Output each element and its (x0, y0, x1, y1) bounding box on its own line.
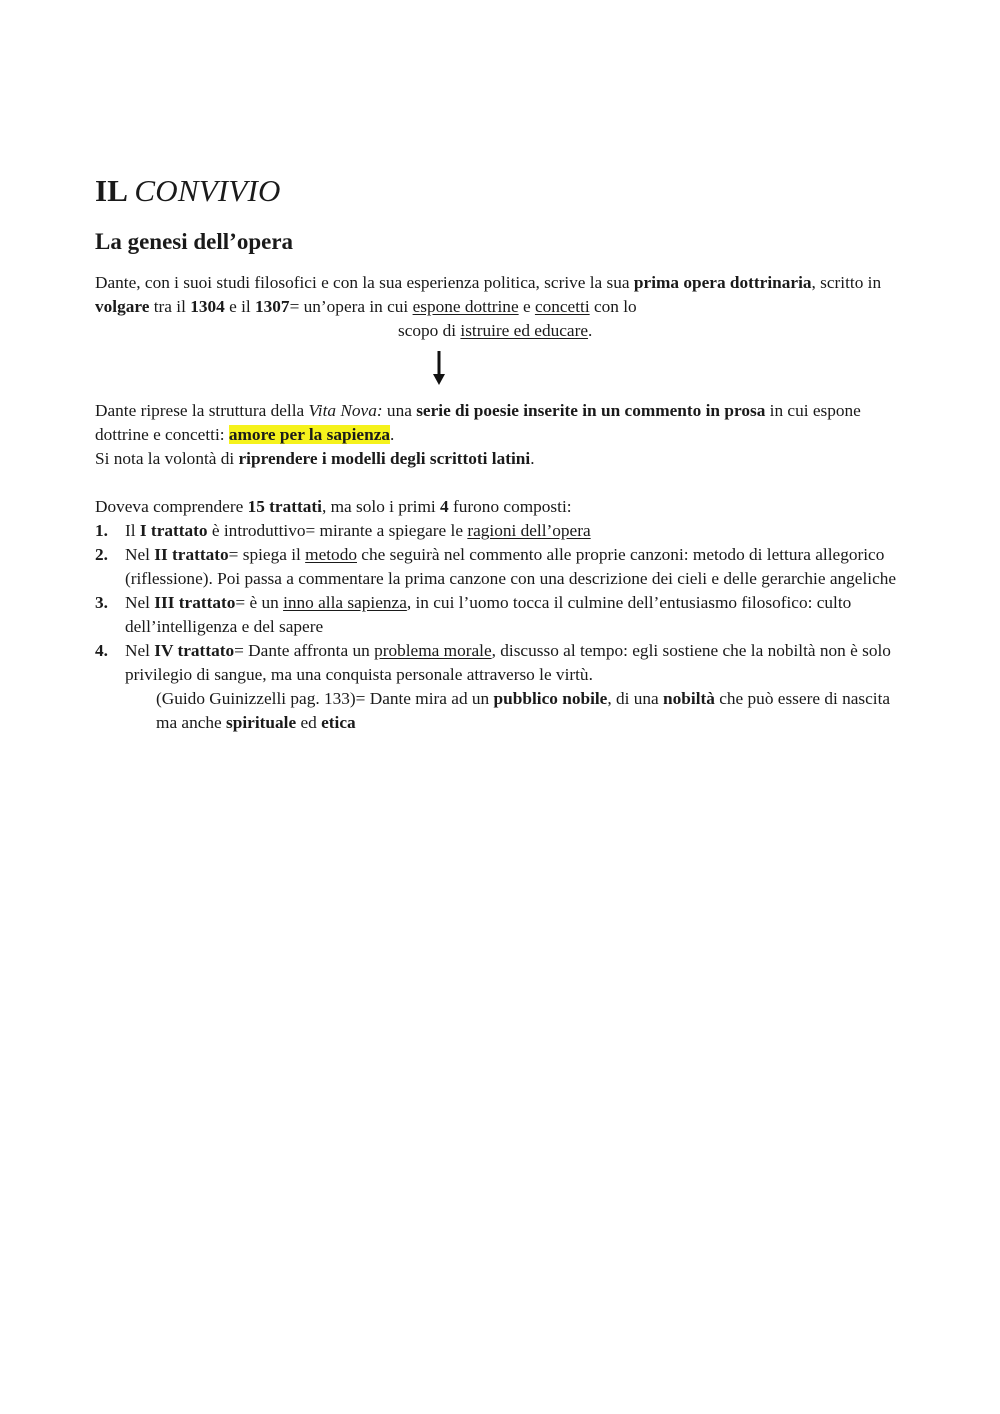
vita-text: . (390, 425, 395, 444)
down-arrow-icon (432, 351, 446, 385)
list-item (95, 543, 915, 591)
highlighted-text: amore per la sapienza (228, 425, 391, 444)
vita-bold: riprendere i modelli degli scrittoti latini (238, 449, 531, 468)
intro-text: = un’opera in cui (289, 297, 413, 316)
vita-text: Dante riprese la struttura della (95, 401, 309, 420)
intro-centered-line (95, 319, 915, 343)
intro-text: e il (224, 297, 255, 316)
vita-italic: Vita Nova: (308, 401, 383, 420)
intro-bold: prima opera dottrinaria (633, 273, 812, 292)
note-bold: nobiltà (663, 689, 715, 708)
vita-text: una (382, 401, 417, 420)
list-number: 3. (95, 593, 108, 612)
list-number: 4. (95, 641, 108, 660)
item-text: , in cui l’uomo tocca il culmine dell’entusiasmo filosofico: culto dell’intelligenza e del sapere (125, 593, 852, 636)
list-item (95, 639, 915, 687)
list-number: 1. (95, 521, 108, 540)
section-title: La genesi dell’opera (95, 229, 294, 254)
document-page (95, 170, 915, 735)
vita-text: . (530, 449, 535, 468)
trattati-text: furono composti: (448, 497, 572, 516)
item-text: Nel (125, 593, 155, 612)
item-bold: I trattato (139, 521, 208, 540)
trattati-list (95, 519, 915, 687)
note-bold: etica (321, 713, 356, 732)
vita-second-line (95, 447, 915, 471)
item-text: , discusso al tempo: egli sostiene che la nobiltà non è solo privilegio di sangue, ma una conquista personale attraverso le virtù. (125, 641, 891, 684)
note-text: (Guido Guinizzelli pag. 133)= Dante mira ad un (156, 689, 494, 708)
trattati-bold: 15 trattati (247, 497, 322, 516)
intro-text: e (518, 297, 535, 316)
item-underline: inno alla sapienza (283, 593, 407, 612)
vita-bold: serie di poesie inserite in un commento in prosa (416, 401, 766, 420)
vita-text: Si nota la volontà di (95, 449, 239, 468)
note-text: che può essere di nascita ma anche (156, 689, 891, 732)
vita-text: in cui espone dottrine e concetti: (95, 401, 861, 444)
item-underline: ragioni dell’opera (467, 521, 591, 540)
note-bold: pubblico nobile (493, 689, 608, 708)
item-text: = Dante affronta un (234, 641, 375, 660)
intro-text: Dante, con i suoi studi filosofici e con la sua esperienza politica, scrive la sua (95, 273, 634, 292)
intro-text: con lo (589, 297, 637, 316)
title-prefix: IL (95, 173, 127, 208)
intro-bold: 1304 (190, 297, 225, 316)
trattati-text: , ma solo i primi (321, 497, 441, 516)
document-title (95, 170, 915, 212)
item-text: è introduttivo= mirante a spiegare le (207, 521, 468, 540)
item-text: = spiega il (228, 545, 306, 564)
intro-text: . (588, 321, 593, 340)
item-underline: problema morale (374, 641, 492, 660)
note-text: , di una (607, 689, 664, 708)
title-work-name: CONVIVIO (134, 173, 281, 208)
item-text: = è un (235, 593, 284, 612)
item-text: Il (125, 521, 140, 540)
intro-text: scopo di (398, 321, 461, 340)
item-underline: metodo (305, 545, 357, 564)
note-text: ed (296, 713, 322, 732)
intro-bold: volgare (95, 297, 150, 316)
item-text: Nel (125, 545, 155, 564)
intro-underline: concetti (534, 297, 590, 316)
list-item (95, 519, 915, 543)
intro-paragraph (95, 271, 915, 319)
trattati-text: Doveva comprendere (95, 497, 248, 516)
item-text: Nel (125, 641, 155, 660)
intro-bold: 1307 (255, 297, 290, 316)
guinizzelli-note (95, 687, 915, 735)
item-text: che seguirà nel commento alle proprie canzoni: metodo di lettura allegorico (riflessione). Poi passa a commentare la prima canzone con una descrizione dei cieli e delle gerarchie angeliche (125, 545, 897, 588)
trattati-intro (95, 495, 915, 519)
vita-nova-paragraph (95, 399, 915, 447)
item-bold: II trattato (154, 545, 229, 564)
item-bold: III trattato (154, 593, 236, 612)
trattati-bold: 4 (440, 497, 449, 516)
intro-underline: espone dottrine (412, 297, 519, 316)
note-bold: spirituale (226, 713, 297, 732)
intro-text: tra il (149, 297, 191, 316)
list-number: 2. (95, 545, 108, 564)
arrow-row (95, 347, 915, 389)
list-item (95, 591, 915, 639)
intro-underline: istruire ed educare (460, 321, 589, 340)
item-bold: IV trattato (154, 641, 235, 660)
intro-text: , scritto in (811, 273, 882, 292)
